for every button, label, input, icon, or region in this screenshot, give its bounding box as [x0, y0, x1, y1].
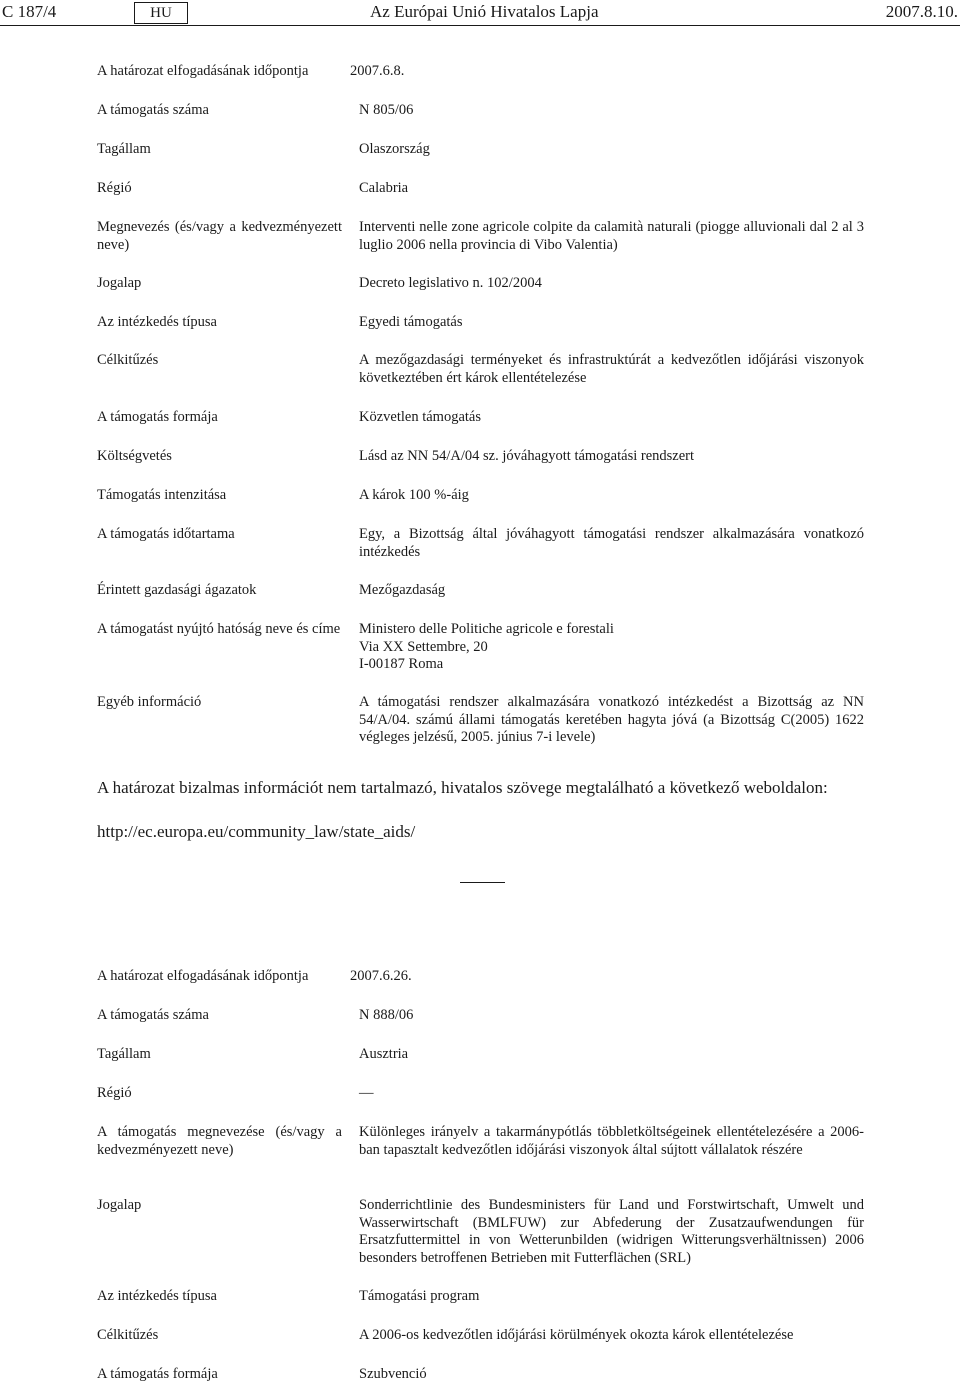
- s1-objective-value: A mezőgazdasági terményeket és infrastruktúrát a kedvezőtlen időjárási viszonyok következtében ért károk ellentételezése: [359, 352, 864, 386]
- s1-duration-value: Egy, a Bizottság által jóváhagyott támogatási rendszer alkalmazására vonatkozó intézkedés: [359, 526, 864, 560]
- s1-notice-text: A határozat bizalmas információt nem tartalmazó, hivatalos szövege megtalálható a következő weboldalon:: [97, 778, 828, 797]
- s2-objective-label: Célkitűzés: [97, 1327, 159, 1343]
- s2-adoption-value: 2007.6.26.: [350, 968, 412, 984]
- page-header: [0, 0, 960, 26]
- s1-authority-label: A támogatást nyújtó hatóság neve és címe: [97, 621, 341, 637]
- journal-title: Az Európai Unió Hivatalos Lapja: [370, 2, 599, 21]
- s1-budget-value: Lásd az NN 54/A/04 sz. jóváhagyott támogatási rendszert: [359, 448, 695, 464]
- s1-measure-type-label: Az intézkedés típusa: [97, 314, 217, 330]
- s1-legal-basis-label: Jogalap: [97, 275, 142, 291]
- s2-region-label: Régió: [97, 1085, 132, 1101]
- s1-other-info-label: Egyéb információ: [97, 694, 202, 710]
- s1-sectors-value: Mezőgazdaság: [359, 582, 446, 598]
- s1-url-link[interactable]: http://ec.europa.eu/community_law/state_aids/: [97, 822, 416, 841]
- s1-intensity-value: A károk 100 %-áig: [359, 487, 469, 503]
- s2-member-state-label: Tagállam: [97, 1046, 151, 1062]
- s2-title-label: A támogatás megnevezése (és/vagy a kedvezményezett neve): [97, 1124, 342, 1158]
- s1-intensity-label: Támogatás intenzitása: [97, 487, 227, 503]
- s1-title-value: Interventi nelle zone agricole colpite da calamità naturali (piogge alluvionali dal 2 al 3 luglio 2006 nella provincia di Vibo Valentia): [359, 219, 864, 253]
- section-separator: [460, 882, 505, 883]
- s1-adoption-label: A határozat elfogadásának időpontja: [97, 63, 309, 79]
- language-badge: HU: [134, 2, 188, 24]
- s2-adoption-label: A határozat elfogadásának időpontja: [97, 968, 309, 984]
- s1-aid-form-label: A támogatás formája: [97, 409, 218, 425]
- page-reference: C 187/4: [2, 2, 57, 21]
- s1-authority-address-line: Via XX Settembre, 20: [359, 638, 488, 655]
- s1-aid-form-value: Közvetlen támogatás: [359, 409, 481, 425]
- s2-aid-form-value: Szubvenció: [359, 1366, 427, 1382]
- s2-legal-basis-label: Jogalap: [97, 1197, 142, 1213]
- s1-aid-number-label: A támogatás száma: [97, 102, 209, 118]
- header-rule: [0, 25, 960, 26]
- s1-member-state-label: Tagállam: [97, 141, 151, 157]
- s1-aid-number-value: N 805/06: [359, 102, 414, 118]
- s1-legal-basis-value: Decreto legislativo n. 102/2004: [359, 275, 542, 291]
- s2-objective-value: A 2006-os kedvezőtlen időjárási körülmények okozta károk ellentételezése: [359, 1327, 794, 1343]
- s1-region-label: Régió: [97, 180, 132, 196]
- s1-authority-address: [359, 621, 864, 674]
- s2-measure-type-value: Támogatási program: [359, 1288, 480, 1304]
- s2-aid-number-value: N 888/06: [359, 1007, 414, 1023]
- s2-aid-number-label: A támogatás száma: [97, 1007, 209, 1023]
- s1-authority-address-line: I-00187 Roma: [359, 656, 444, 672]
- s2-title-value: Különleges irányelv a takarmánypótlás többletköltségeinek ellentételezésére a 2006-ban tapasztalt kedvezőtlen időjárási viszonyok által sújtott vállalatok részére: [359, 1124, 864, 1158]
- s1-measure-type-value: Egyedi támogatás: [359, 314, 463, 330]
- s2-member-state-value: Ausztria: [359, 1046, 409, 1062]
- s2-legal-basis-value: Sonderrichtlinie des Bundesministers für Land und Forstwirtschaft, Umwelt und Wasserwirtschaft (BMLFUW) zur Abfederung der Zusatzaufwendungen für Ersatzfuttermittel in von Wetterunbilden (widrigen Witterungsverhältnissen) 2006 besonders betroffenen Betrieben mit Futterflächen (SRL): [359, 1197, 864, 1266]
- s1-region-value: Calabria: [359, 180, 409, 196]
- s1-member-state-value: Olaszország: [359, 141, 430, 157]
- s1-other-info-value: A támogatási rendszer alkalmazására vonatkozó intézkedést a Bizottság az NN 54/A/04. számú állami támogatás keretében hagyta jóvá (a Bizottság C(2005) 1622 végleges jelzésű, 2005. június 7-i levele): [359, 694, 864, 745]
- s2-measure-type-label: Az intézkedés típusa: [97, 1288, 217, 1304]
- s2-region-value: —: [359, 1085, 374, 1101]
- s1-title-label: Megnevezés (és/vagy a kedvezményezett neve): [97, 219, 342, 253]
- s1-objective-label: Célkitűzés: [97, 352, 159, 368]
- s1-budget-label: Költségvetés: [97, 448, 172, 464]
- s1-sectors-label: Érintett gazdasági ágazatok: [97, 582, 257, 598]
- s1-authority-address-line: Ministero delle Politiche agricole e forestali: [359, 621, 614, 637]
- s1-adoption-value: 2007.6.8.: [350, 63, 405, 79]
- s1-duration-label: A támogatás időtartama: [97, 526, 235, 542]
- publication-date: 2007.8.10.: [885, 2, 958, 21]
- s2-aid-form-label: A támogatás formája: [97, 1366, 218, 1382]
